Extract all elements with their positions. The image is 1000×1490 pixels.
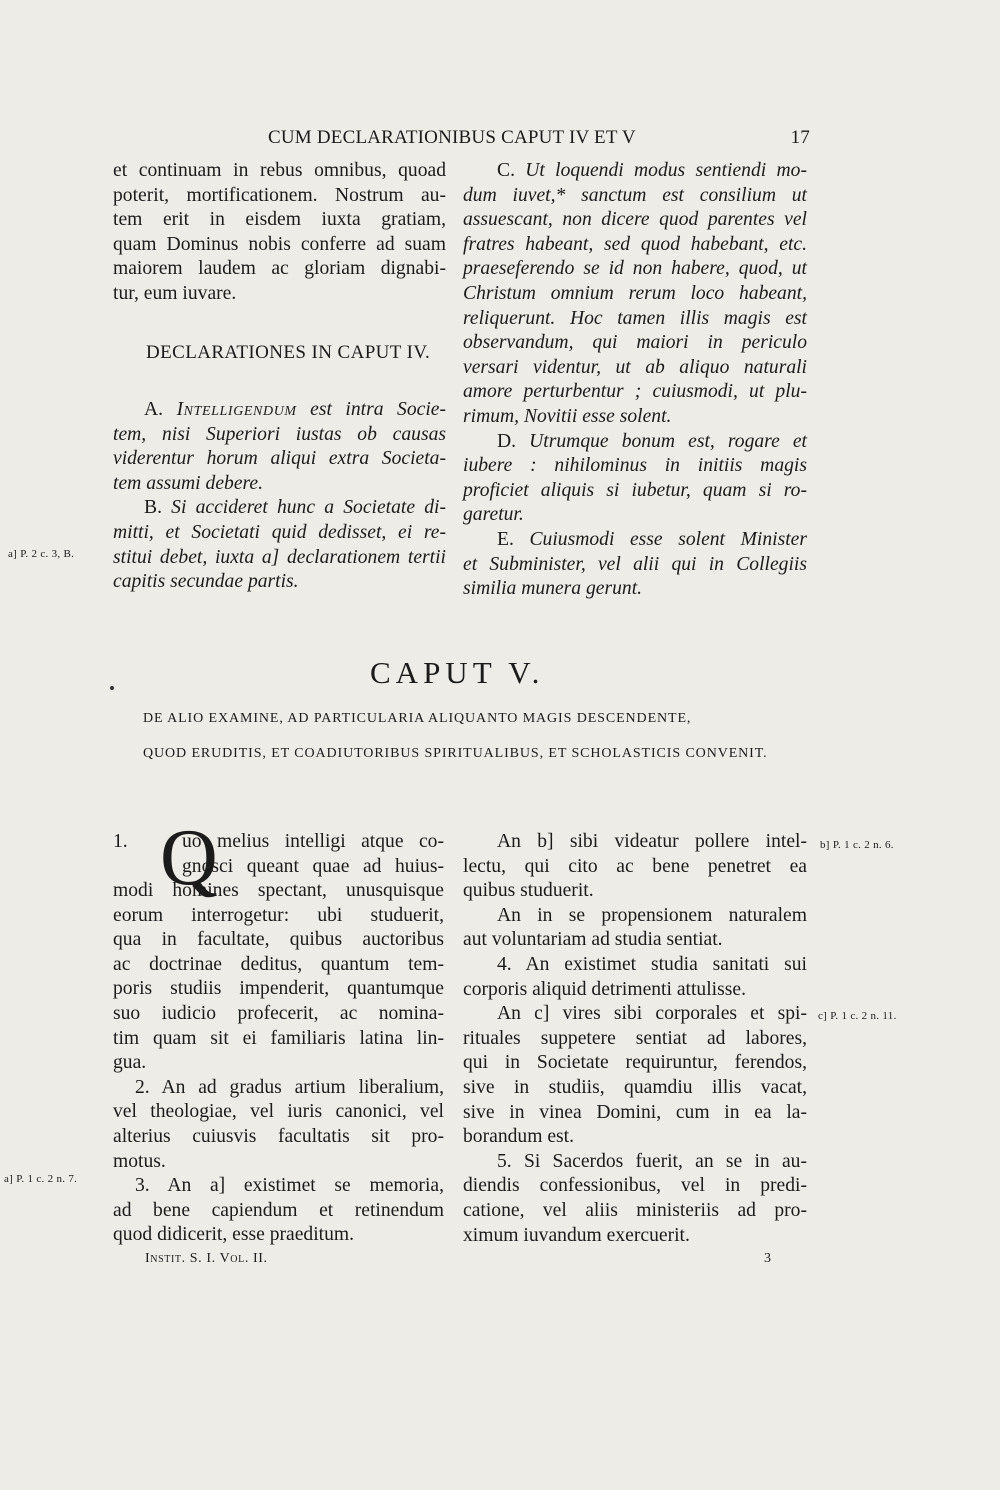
decl-a-letter: A. xyxy=(144,399,164,420)
footer-signature: Instit. S. I. Vol. II. xyxy=(145,1251,268,1266)
decl-c-line: praeseferendo se id non habere, quod, ut xyxy=(463,258,807,280)
text-line: 2. An ad gradus artium liberalium, xyxy=(135,1076,444,1098)
text-line: 3. An a] existimet se memoria, xyxy=(135,1175,444,1197)
text-line: An c] vires sibi corporales et spi- xyxy=(497,1003,807,1025)
text-line: quibus studuerit. xyxy=(463,880,594,902)
decl-d-text: Utrumque bonum est, rogare et xyxy=(529,430,807,452)
decl-e-letter: E. xyxy=(497,528,514,550)
decl-a-lead: Intelligendum xyxy=(176,399,297,420)
text-line: tur, eum iuvare. xyxy=(113,282,237,304)
text-line: gnosci queant quae ad huius- xyxy=(182,855,444,877)
text-line: An b] sibi videatur pollere intel- xyxy=(497,831,807,852)
decl-c-line: rimum, Novitii esse solent. xyxy=(463,405,672,427)
footer-sheet-number: 3 xyxy=(764,1251,771,1266)
drop-cap: Q xyxy=(160,814,218,902)
text-line: 4. An existimet studia sanitati sui xyxy=(497,953,807,975)
decl-a-line xyxy=(113,398,446,423)
text-line: quod didicerit, esse praeditum. xyxy=(113,1224,355,1246)
text-line: corporis aliquid detrimenti attulisse. xyxy=(463,978,746,1000)
decl-c-line: amore perturbentur ; cuiusmodi, ut plu- xyxy=(463,381,807,403)
page-number: 17 xyxy=(790,127,810,148)
text-line: uo melius intelligi atque co- xyxy=(182,831,444,852)
text-line: modi homines spectant, unusquisque xyxy=(113,880,444,901)
text-line: borandum est. xyxy=(463,1126,575,1148)
text-line: aut voluntariam ad studia sentiat. xyxy=(463,929,723,951)
declarationes-heading: DECLARATIONES IN CAPUT IV. xyxy=(146,342,431,363)
running-head-title: CUM DECLARATIONIBUS CAPUT IV ET V xyxy=(268,127,636,148)
paragraph-number: 1. xyxy=(113,831,128,852)
decl-d-line xyxy=(463,430,807,455)
text-line: sive in vinea Domini, cum in ea la- xyxy=(463,1101,807,1123)
decl-a-line: tem, nisi Superiori iustas ob causas xyxy=(113,423,446,445)
running-head xyxy=(115,127,810,153)
decl-a-line: tem assumi debere. xyxy=(113,472,264,494)
decl-c-line xyxy=(463,159,807,184)
text-line: alterius cuiusvis facultatis sit pro- xyxy=(113,1125,444,1147)
text-line: qui in Societate requiruntur, ferendos, xyxy=(463,1052,807,1074)
text-line: ximum iuvandum exercuerit. xyxy=(463,1224,690,1246)
para1-opening xyxy=(182,830,444,879)
text-line: poris studiis impenderit, quantumque xyxy=(113,978,444,1000)
text-line: et continuam in rebus omnibus, quoad xyxy=(113,160,446,181)
text-line: poterit, mortificationem. Nostrum au- xyxy=(113,184,446,206)
text-line: maiorem laudem ac gloriam dignabi- xyxy=(113,258,446,280)
decl-c-line: dum iuvet,* sanctum est consilium ut xyxy=(463,184,807,206)
decl-e-text: Cuiusmodi esse solent Minister xyxy=(529,528,807,550)
decl-c-line: Christum omnium rerum loco habeant, xyxy=(463,282,807,304)
decl-d-line: proficiet aliquis si iubetur, quam si ro- xyxy=(463,479,807,501)
decl-d-line: garetur. xyxy=(463,504,524,526)
chapter-subtitle-line-2: QUOD ERUDITIS, ET COADIUTORIBUS SPIRITUALIBUS, ET SCHOLASTICIS CONVENIT. xyxy=(143,746,768,761)
margin-note-left-1: a] P. 2 c. 3, B. xyxy=(8,548,75,560)
text-line: rituales suppetere sentiat ad labores, xyxy=(463,1027,807,1049)
text-line: motus. xyxy=(113,1150,166,1172)
text-line: gua. xyxy=(113,1052,147,1074)
margin-note-left-2: a] P. 1 c. 2 n. 7. xyxy=(4,1173,78,1185)
right-column-bottom xyxy=(463,830,807,1248)
decl-d-line: iubere : nihilominus in initiis magis xyxy=(463,455,807,477)
decl-b-line xyxy=(113,496,446,521)
ink-dot xyxy=(110,686,114,690)
left-column-top xyxy=(113,159,446,307)
decl-e-line xyxy=(463,528,807,553)
text-line: ac doctrinae deditus, quantum tem- xyxy=(113,953,444,975)
decl-a-text: est intra Socie- xyxy=(296,399,446,420)
text-line: catione, vel aliis ministeriis ad pro- xyxy=(463,1199,807,1221)
text-line: tim quam sit ei familiaris latina lin- xyxy=(113,1027,444,1049)
decl-c-line: observandum, qui maiori in periculo xyxy=(463,332,807,354)
decl-d-letter: D. xyxy=(497,430,517,452)
margin-note-right-2: c] P. 1 c. 2 n. 11. xyxy=(818,1010,897,1022)
decl-e-line: similia munera gerunt. xyxy=(463,578,643,600)
decl-a-line: viderentur horum aliqui extra Societa- xyxy=(113,448,446,470)
decl-e-line: et Subminister, vel alii qui in Collegiis xyxy=(463,553,807,575)
text-line: sive in studiis, quamdiu illis vacat, xyxy=(463,1076,807,1098)
text-line: vel theologiae, vel iuris canonici, vel xyxy=(113,1101,444,1123)
decl-b-line: stitui debet, iuxta a] declarationem tertii xyxy=(113,546,446,568)
text-line: lectu, qui cito ac bene penetret ea xyxy=(463,855,807,877)
text-line: An in se propensionem naturalem xyxy=(497,904,807,926)
decl-b-line: capitis secundae partis. xyxy=(113,571,299,593)
text-line: tem erit in eisdem iuxta gratiam, xyxy=(113,209,446,231)
left-column-bottom xyxy=(113,879,444,1248)
decl-c-letter: C. xyxy=(497,160,515,181)
text-line: suo iudicio profecerit, ac nomina- xyxy=(113,1002,444,1024)
chapter-title: CAPUT V. xyxy=(370,655,545,690)
decl-b-letter: B. xyxy=(144,497,162,519)
decl-c-line: fratres habeant, sed quod habebant, etc. xyxy=(463,233,807,255)
decl-c-line: reliquerunt. Hoc tamen illis magis est xyxy=(463,307,807,329)
decl-b-text: Si accideret hunc a Societate di- xyxy=(171,497,446,519)
text-line: qua in facultate, quibus auctoribus xyxy=(113,929,444,951)
decl-b-line: mitti, et Societati quid dedisset, ei re- xyxy=(113,521,446,543)
decl-c-text: Ut loquendi modus sentiendi mo- xyxy=(525,160,807,181)
declarations-left xyxy=(113,398,446,595)
text-line: diendis confessionibus, vel in predi- xyxy=(463,1175,807,1197)
text-line: 5. Si Sacerdos fuerit, an se in au- xyxy=(497,1150,807,1172)
text-line: ad bene capiendum et retinendum xyxy=(113,1199,444,1221)
margin-note-right-1: b] P. 1 c. 2 n. 6. xyxy=(820,839,894,851)
chapter-subtitle-line-1: DE ALIO EXAMINE, AD PARTICULARIA ALIQUANTO MAGIS DESCENDENTE, xyxy=(143,711,692,726)
text-line: quam Dominus nobis conferre ad suam xyxy=(113,233,446,255)
right-column-top xyxy=(463,159,807,602)
decl-c-line: versari videntur, ut ab aliquo naturali xyxy=(463,356,807,378)
text-line: eorum interrogetur: ubi studuerit, xyxy=(113,904,444,926)
decl-c-line: assuescant, non dicere quod parentes vel xyxy=(463,209,807,231)
